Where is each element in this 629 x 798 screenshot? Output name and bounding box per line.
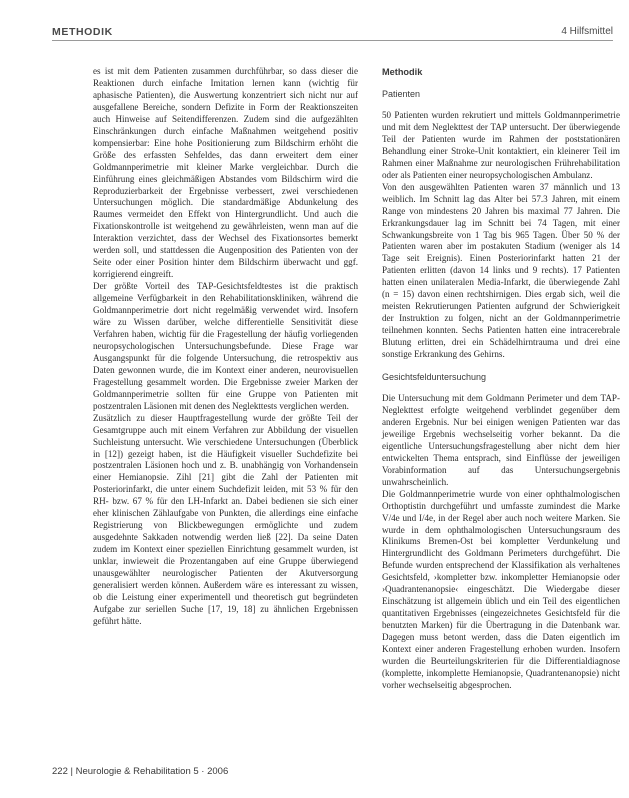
body-paragraph: Die Untersuchung mit dem Goldmann Perimeter und dem TAP-Neglekttest erfolgte weitgehend verblindet gegenüber dem anderen Ergebnis. Nur bei einigen wenigen Patienten war das jeweilige Ergebnis wechselseitig vorher bekannt. Da die eigentliche Untersuchungsfragestellung aber nicht dem hier entwickelten Thema entsprach, sind Einflüsse der jeweiligen Vorabinformation auf das Untersuchungsergebnis unwahrscheinlich.: [382, 393, 620, 487]
body-paragraph: es ist mit dem Patienten zusammen durchführbar, so dass dieser die Reaktionen durch einfache Imitation lernen kann (wichtig für aphasische Patienten), die Auswertung konzentriert sich nicht nur auf ausgefallene Bereiche, sondern Defizite in Form der Reaktionszeiten auch Hinweise auf Seitendifferenzen. Zudem sind die aufgezählten Einschränkungen durch einfache Maßnahmen weitgehend positiv kompensierbar: Eine hohe Positionierung zum Bildschirm erhöht die Größe des erfassten Sehfeldes, das dann erweitert dem einer Goldmannperimetrie mit kleiner Marke vergleichbar. Durch die Einführung eines gleichmäßigen Abstandes vom Bildschirm wird die Reproduzierbarkeit der Ergebnisse verbessert, zwei verschiedenen Untersuchungen möglich. Die standardmäßige Abdunkelung des Raumes vermeidet den Effekt von Hintergrundlicht. Und auch die Fixationskontrolle ist weitgehend zu gewährleisten, wenn man auf die Interaktion verzichtet, dass der Wechsel des Fixationsortes bemerkt werden soll, und stattdessen die Augenposition des Patienten von der Seite oder einer Position hinter dem Bildschirm überwacht und ggf. korrigierend eingreift.: [93, 66, 358, 280]
body-paragraph: 50 Patienten wurden rekrutiert und mittels Goldmannperimetrie und mit dem Neglekttest der TAP untersucht. Der überwiegende Teil der Patienten wurde im Rahmen der poststationären Behandlung einer Stroke-Unit kontaktiert, ein kleinerer Teil im Rahmen einer Maßnahme zur neurologischen Frührehabilitation oder als Patienten einer neuropsychologischen Ambulanz.: [382, 110, 620, 180]
header-rule: [52, 40, 613, 41]
body-paragraph: Der größte Vorteil des TAP-Gesichtsfeldtestes ist die praktisch allgemeine Verfügbarkeit in den Rehabilitationskliniken, während die Goldmannperimetrie dort nicht regelmäßig verwendet wird. Insofern wäre zu Wissen darüber, welche differentielle Sensitivität diese Verfahren haben, wichtig für die Fragestellung der häufig vorliegenden neuropsychologischen Untersuchungsbefunde. Diese Frage war Ausgangspunkt für die folgende Untersuchung, die retrospektiv aus Daten gewonnen wurde, die im Kontext einer anderen, neurovisuellen Fragestellung gesammelt worden. Die Ergebnisse zweier Marken der Goldmannperimetrie sollten für eine Gruppe von Patienten mit postzentralen Läsionen mit denen des Neglekttests verglichen werden.: [93, 281, 358, 411]
page-header: [0, 0, 629, 50]
left-column: [93, 66, 358, 628]
running-head-chapter: 4 Hilfsmittel: [561, 26, 613, 37]
right-column: [382, 66, 620, 692]
running-head-section: METHODIK: [52, 26, 113, 38]
subsection-title-patienten: Patienten: [382, 89, 421, 99]
body-paragraph: Zusätzlich zu dieser Hauptfragestellung wurde der größte Teil der Gesamtgruppe auch mit einem Verfahren zur Abbildung der visuellen Suchleistung untersucht. Wie verschiedene Untersuchungen (Überblick in [12]) gezeigt haben, ist die Häufigkeit visueller Suchdefizite bei postzentralen Läsionen hoch und z. B. unabhängig von Vorhandensein einer Hemianopsie. Zihl [21] gibt die Zahl der Patienten mit Posteriorinfarkt, die unter einem Suchdefizit leiden, mit 53 % für den RH- bzw. 67 % für den LH-Infarkt an. Dabei bedienen sie sich einer eher klinischen Zählaufgabe von Punkten, die allerdings eine einfache Registrierung von Blickbewegungen ermöglichte und zudem ausgedehnte Sakkaden notwendig werden ließ [22]. Da seine Daten zudem im Kontext einer speziellen Einrichtung gesammelt wurden, ist unklar, inwieweit die Prozentangaben auf eine Gruppe überwiegend unausgewählter neurologischer Patienten der Akutversorgung generalisiert werden können. Außerdem wäre es interessant zu wissen, ob die Leistung einer experimentell und theoretisch gut begründeten Aufgabe zur seriellen Suche [17, 19, 18] zu ähnlichen Ergebnissen geführt hätte.: [93, 412, 358, 626]
page-footer: 222 | Neurologie & Rehabilitation 5 · 2006: [52, 766, 229, 777]
subsection-title-gesichtsfeld: Gesichtsfelduntersuchung: [382, 372, 487, 383]
body-paragraph: Von den ausgewählten Patienten waren 37 männlich und 13 weiblich. Im Schnitt lag das Alter bei 57.3 Jahren, mit einem Range von mindestens 20 Jahren bis maximal 77 Jahren. Die Erkrankungsdauer lag im Schnitt bei 74 Tagen, mit einer Schwankungsbreite von 1 Tag bis 965 Tagen. Über 50 % der Patienten waren aber im postakuten Stadium (weniger als 14 Tage seit Ereignis). Einen Posteriorinfarkt hatten 21 der Patienten erlitten (davon 14 links und 9 rechts). 17 Patienten hatten einen unilateralen Media-Infarkt, die überwiegende Zahl (n = 15) davon einen rechtshirnigen. Dies ergab sich, weil die meisten Rekrutierungen Patienten aufgrund der Schwierigkeit der Instruktion zu folgen, nicht an der Goldmannperimetrie teilnehmen konnten. Sechs Patienten hatten eine intracerebrale Blutung erlitten, drei ein Schädelhirntrauma und drei eine sonstige Erkrankung des Gehirns.: [382, 181, 620, 360]
body-paragraph: Die Goldmannperimetrie wurde von einer ophthalmologischen Orthoptistin durchgeführt und umfasste zumindest die Marke V/4e und I/4e, in der Regel aber auch noch weitere Marken. Sie wurde in dem ophthalmologischen Untersuchungsraum des Klinikums Bremen-Ost bei kompletter Verdunkelung und Hintergrundlicht des Goldmann Perimeters durchgeführt. Die Befunde wurden entsprechend der Klassifikation als verhaltenes Gesichtsfeld, ›kompletter bzw. inkompletter Hemianopsie oder ›Quadrantenanopsie‹ eingeschätzt. Die Wiedergabe dieser Einschätzung ist allgemein üblich und ein Teil des eigentlichen quantitativen Ergebnisses (eingezeichnetes Gesichtsfeld für die benutzten Marken) für die Übertragung in die Datenbank war. Dagegen muss betont werden, dass die Daten eigentlich im Kontext einer anderen Fragestellung erhoben wurden. Insofern wurden die Beurteilungskriterien für die Differentialdiagnose (komplette, inkomplette Hemianopsie, Quadrantenanopsie) nicht vorher wechselseitig abgesprochen.: [382, 488, 620, 690]
section-title-methodik: Methodik: [382, 67, 423, 77]
